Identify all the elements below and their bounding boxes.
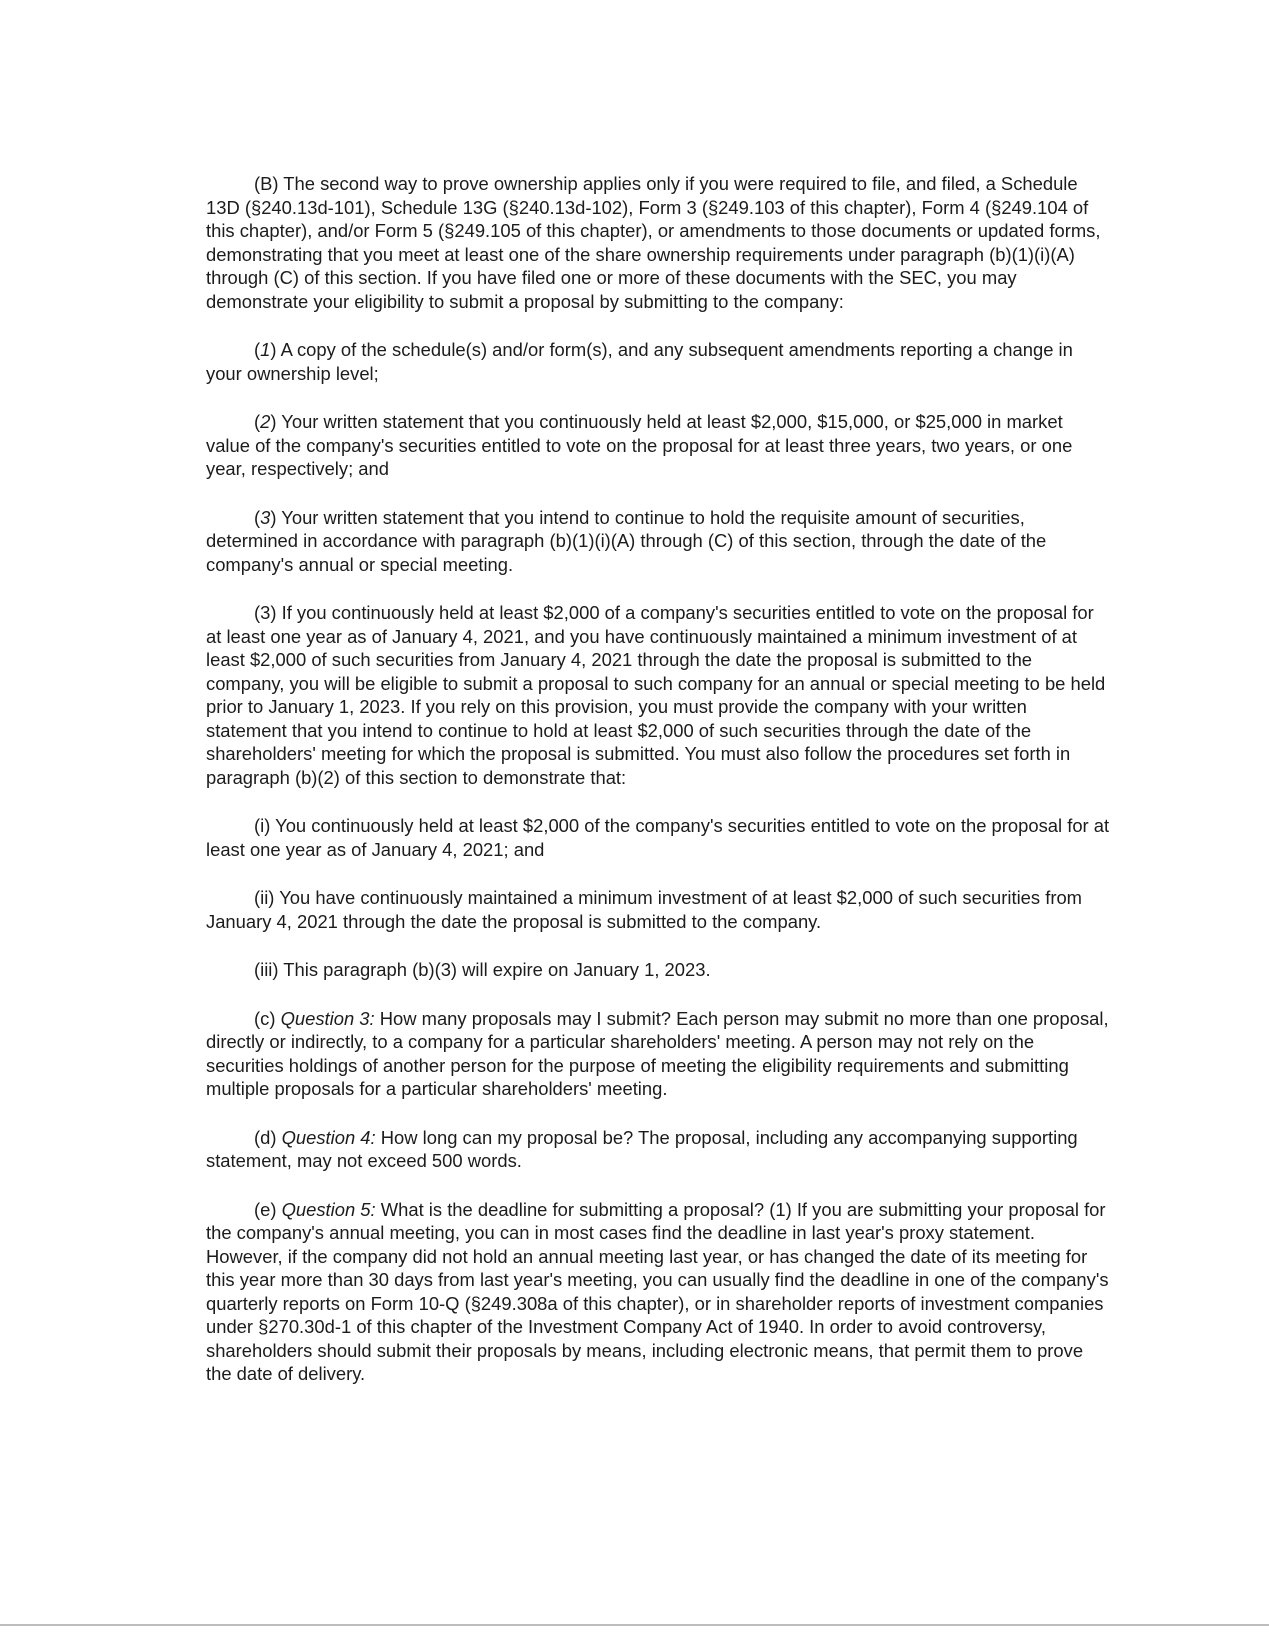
paragraph-text: ) A copy of the schedule(s) and/or form(s), and any subsequent amendments reporting a change in your ownership level; bbox=[206, 339, 1073, 384]
paragraph-lead: ( bbox=[254, 506, 261, 528]
paragraph-text: ) Your written statement that you continuously held at least $2,000, $15,000, or $25,000 in market value of the company's securities entitled to vote on the proposal for at least three years, two years, or one year, respectively; and bbox=[206, 411, 1073, 479]
paragraph-text: (i) You continuously held at least $2,000 of the company's securities entitled to vote on the proposal for at least one year as of January 4, 2021; and bbox=[206, 815, 1110, 860]
paragraph-item-number: 2 bbox=[260, 411, 271, 432]
paragraph-question-3 bbox=[206, 1007, 1111, 1101]
paragraph-lead: ( bbox=[254, 339, 261, 360]
question-label: Question 4: bbox=[281, 1126, 376, 1148]
paragraph-text: (ii) You have continuously maintained a minimum investment of at least $2,000 of such securities from January 4, 2021 through the date the proposal is submitted to the company. bbox=[206, 887, 1082, 932]
document-body bbox=[206, 172, 1111, 1411]
paragraph-text: (B) The second way to prove ownership applies only if you were required to file, and filed, a Schedule 13D (§240.13d-101), Schedule 13G (§240.13d-102), Form 3 (§249.103 of this chapter), Form 4 (§249.104 of this chapter), and/or Form 5 (§249.105 of this chapter), or amendments to those documents or updated forms, demonstrating that you meet at least one of the share ownership requirements under paragraph (b)(1)(i)(A) through (C) of this section. If you have filed one or more of these documents with the SEC, you may demonstrate your eligibility to submit a proposal by submitting to the company: bbox=[206, 173, 1101, 312]
paragraph-text: (3) If you continuously held at least $2,000 of a company's securities entitled to vote on the proposal for at least one year as of January 4, 2021, and you have continuously maintained a minimum investment of at least $2,000 of such securities from January 4, 2021 through the date the proposal is submitted to the company, you will be eligible to submit a proposal to such company for an annual or special meeting to be held prior to January 1, 2023. If you rely on this provision, you must provide the company with your written statement that you intend to continue to hold at least $2,000 of such securities through the date of the shareholders' meeting for which the proposal is submitted. You must also follow the procedures set forth in paragraph (b)(2) of this section to demonstrate that: bbox=[206, 602, 1106, 788]
paragraph-text: (iii) This paragraph (b)(3) will expire on January 1, 2023. bbox=[254, 959, 711, 980]
paragraph-item-2 bbox=[206, 410, 1111, 481]
paragraph-text: How long can my proposal be? The proposal, including any accompanying supporting statement, may not exceed 500 words. bbox=[206, 1126, 1078, 1171]
paragraph-text: What is the deadline for submitting a proposal? (1) If you are submitting your proposal for the company's annual meeting, you can in most cases find the deadline in last year's proxy statement. However, if the company did not hold an annual meeting last year, or has changed the date of its meeting for this year more than 30 days from last year's meeting, you can usually find the deadline in one of the company's quarterly reports on Form 10-Q (§249.308a of this chapter), or in shareholder reports of investment companies under §270.30d-1 of this chapter of the Investment Company Act of 1940. In order to avoid controversy, shareholders should submit their proposals by means, including electronic means, that permit them to prove the date of delivery. bbox=[206, 1198, 1109, 1384]
paragraph-lead: (d) bbox=[254, 1126, 282, 1148]
paragraph-lead: (c) bbox=[254, 1007, 281, 1029]
paragraph-lead: ( bbox=[254, 411, 261, 432]
paragraph-text: ) Your written statement that you intend to continue to hold the requisite amount of securities, determined in accordance with paragraph (b)(1)(i)(A) through (C) of this section, through the date of the company's annual or special meeting. bbox=[206, 506, 1047, 575]
paragraph-b3-ii bbox=[206, 886, 1111, 933]
paragraph-question-5 bbox=[206, 1198, 1111, 1386]
question-label: Question 3: bbox=[280, 1007, 375, 1029]
paragraph-lead: (e) bbox=[254, 1198, 282, 1220]
paragraph-text: How many proposals may I submit? Each person may submit no more than one proposal, directly or indirectly, to a company for a particular shareholders' meeting. A person may not rely on the securities holdings of another person for the purpose of meeting the eligibility requirements and submitting multiple proposals for a particular shareholders' meeting. bbox=[206, 1007, 1109, 1099]
paragraph-b3-iii bbox=[206, 958, 1111, 982]
paragraph-item-number: 3 bbox=[260, 506, 271, 528]
paragraph-question-4 bbox=[206, 1126, 1111, 1173]
paragraph-b-second-way bbox=[206, 172, 1111, 313]
paragraph-item-number: 1 bbox=[260, 339, 271, 360]
question-label: Question 5: bbox=[281, 1198, 376, 1220]
paragraph-item-3 bbox=[206, 506, 1111, 577]
paragraph-item-1 bbox=[206, 338, 1111, 385]
paragraph-b3-transition bbox=[206, 601, 1111, 789]
paragraph-b3-i bbox=[206, 814, 1111, 861]
page-bottom-divider bbox=[0, 1624, 1269, 1626]
